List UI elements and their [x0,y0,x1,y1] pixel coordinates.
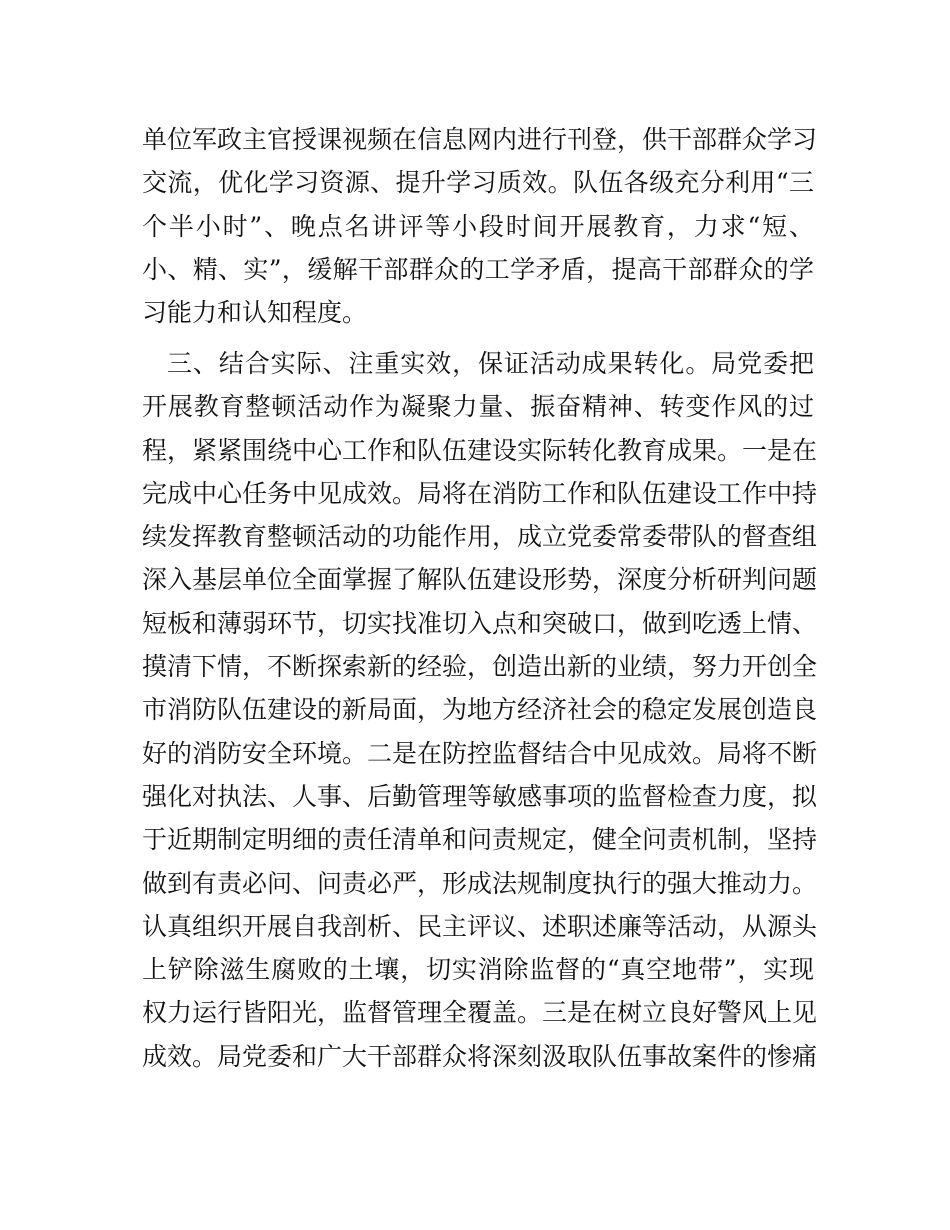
text-line: 单位军政主官授课视频在信息网内进行刊登，供干部群众学习 [142,125,818,154]
text-line: 个半小时”、晚点名讲评等小段时间开展教育，力求“短、 [142,211,814,241]
text-line: 深入基层单位全面掌握了解队伍建设形势，深度分析研判问题 [142,565,818,595]
text-line: 小、精、实”，缓解干部群众的工学矛盾，提高干部群众的学 [142,254,814,284]
text-line: 交流，优化学习资源、提升学习质效。队伍各级充分利用“三 [142,168,814,198]
text-line: 权力运行皆阳光，监督管理全覆盖。三是在树立良好警风上见 [142,998,818,1028]
text-line: 开展教育整顿活动作为凝聚力量、振奋精神、转变作风的过 [142,392,814,422]
text-line: 上铲除滋生腐败的土壤，切实消除监督的“真空地带”，实现 [142,955,814,985]
paragraph-study-methods [142,118,818,334]
text-line: 于近期制定明细的责任清单和问责规定，健全问责机制，坚持 [142,825,818,855]
text-line: 摸清下情，不断探索新的经验，创造出新的业绩，努力开创全 [142,652,818,682]
text-line: 强化对执法、人事、后勤管理等敏感事项的监督检查力度，拟 [142,781,818,811]
text-line: 习能力和认知程度。 [142,298,368,328]
text-line: 程，紧紧围绕中心工作和队伍建设实际转化教育成果。一是在 [142,435,818,465]
text-line: 成效。局党委和广大干部群众将深刻汲取队伍事故案件的惨痛 [142,1041,818,1071]
paragraph-section-three [142,342,818,1078]
text-line: 续发挥教育整顿活动的功能作用，成立党委常委带队的督查组 [142,522,818,552]
text-line: 市消防队伍建设的新局面，为地方经济社会的稳定发展创造良 [142,695,818,725]
section-heading-line: 三、结合实际、注重实效，保证活动成果转化。局党委把 [167,349,814,378]
text-line: 短板和薄弱环节，切实找准切入点和突破口，做到吃透上情、 [142,608,818,638]
text-line: 认真组织开展自我剖析、民主评议、述职述廉等活动，从源头 [142,911,818,941]
text-line: 完成中心任务中见成效。局将在消防工作和队伍建设工作中持 [142,478,818,508]
text-line: 好的消防安全环境。二是在防控监督结合中见成效。局将不断 [142,738,818,768]
text-line: 做到有责必问、问责必严，形成法规制度执行的强大推动力。 [142,868,818,898]
